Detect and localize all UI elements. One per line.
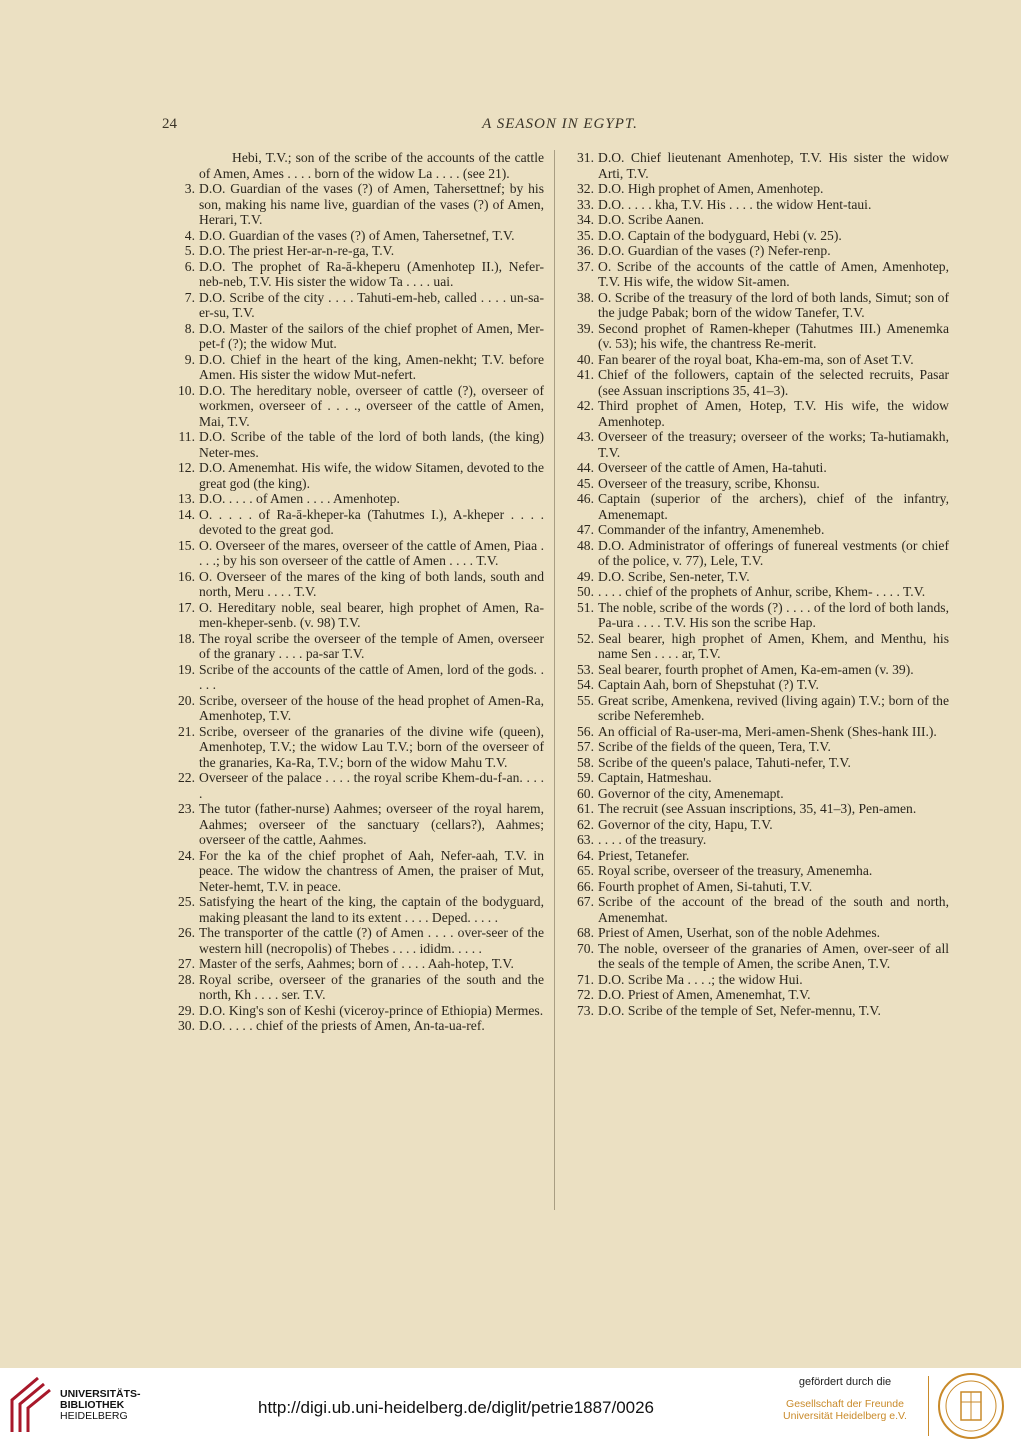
entry-text: D.O. Scribe of the table of the lord of both lands, (the king) Neter-mes. <box>199 429 544 460</box>
entry-text: Third prophet of Amen, Hotep, T.V. His wife, the widow Amenhotep. <box>598 398 949 429</box>
entry-text: Scribe of the queen's palace, Tahuti-nefer, T.V. <box>598 754 851 770</box>
entry-item <box>166 848 544 895</box>
entry-text: D.O. Guardian of the vases (?) Nefer-renp. <box>598 243 831 258</box>
entry-number: 53. <box>577 661 594 677</box>
entry-text: Seal bearer, high prophet of Amen, Khem, and Menthu, his name Sen . . . . ar, T.V. <box>598 630 949 661</box>
entry-text: D.O. High prophet of Amen, Amenhotep. <box>598 181 824 196</box>
library-name-line1: UNIVERSITÄTS- <box>60 1388 141 1400</box>
entry-number: 10. <box>178 382 195 398</box>
entry-text: Captain Aah, born of Shepstuhat (?) T.V. <box>598 677 819 692</box>
entry-number: 73. <box>577 1002 594 1018</box>
entry-item <box>166 290 544 321</box>
entry-number: 58. <box>577 754 594 770</box>
entry-number: 7. <box>184 289 195 305</box>
entry-text: Scribe of the fields of the queen, Tera, T.V. <box>598 739 831 754</box>
entry-number: 68. <box>577 925 594 940</box>
entry-number: 4. <box>184 227 195 243</box>
entry-text: D.O. . . . . chief of the priests of Amen, An-ta-ua-ref. <box>199 1018 485 1033</box>
entry-text: D.O. The hereditary noble, overseer of cattle (?), overseer of workmen, overseer of . . . ., overseer of the cattle of Amen, Mai, T.V. <box>199 382 544 429</box>
entry-number: 21. <box>178 723 195 739</box>
entry-text: Captain (superior of the archers), chief of the infantry, Amenemapt. <box>598 491 949 522</box>
entry-item <box>565 491 949 522</box>
entry-number: 60. <box>577 785 594 801</box>
footer-bar <box>0 1368 1021 1444</box>
entry-text: Scribe of the account of the bread of the south and north, Amenemhat. <box>598 894 949 925</box>
entry-item <box>166 352 544 383</box>
entry-text: Royal scribe, overseer of the granaries of the south and the north, Kh . . . . ser. T.V. <box>199 971 544 1002</box>
entry-text: D.O. The prophet of Ra-ā-kheperu (Amenhotep II.), Nefer-neb-neb, T.V. His sister the widow Ta . . . . uai. <box>199 258 544 289</box>
entry-text: D.O. Scribe, Sen-neter, T.V. <box>598 568 750 584</box>
entry-text: The royal scribe the overseer of the temple of Amen, overseer of the granary . . . . pa-sar T.V. <box>199 630 544 661</box>
entry-number: 49. <box>577 568 594 584</box>
entry-item <box>166 460 544 491</box>
entry-item <box>565 522 949 538</box>
entry-item <box>565 786 949 802</box>
entry-number: 33. <box>577 196 594 212</box>
entry-number: 16. <box>178 568 195 584</box>
entry-text: Great scribe, Amenkena, revived (living again) T.V.; born of the scribe Neferemheb. <box>598 692 949 723</box>
entry-number: 50. <box>577 584 594 599</box>
entry-item <box>565 693 949 724</box>
page-number: 24 <box>162 116 177 132</box>
entry-text: Master of the serfs, Aahmes; born of . . . . Aah-hotep, T.V. <box>199 956 514 971</box>
entry-number: 13. <box>178 491 195 506</box>
entry-item <box>565 1003 949 1019</box>
running-title: A SEASON IN EGYPT. <box>482 116 638 132</box>
entry-item <box>166 972 544 1003</box>
entry-number: 45. <box>577 475 594 491</box>
left-column <box>166 150 544 1034</box>
entry-text: For the ka of the chief prophet of Aah, Nefer-aah, T.V. in peace. The widow the chantress of Amen, the praiser of Mut, Neter-hemt, T.V. in peace. <box>199 847 544 894</box>
entry-text: D.O. Master of the sailors of the chief prophet of Amen, Mer-pet-f (?); the widow Mut. <box>199 320 544 351</box>
entry-text: The tutor (father-nurse) Aahmes; overseer of the royal harem, Aahmes; overseer of the sanctuary (cellars?), Aahmes; overseer of the cattle, Aahmes. <box>199 801 544 847</box>
entry-item <box>166 1018 544 1034</box>
entry-number: 23. <box>178 801 195 816</box>
entry-item <box>565 212 949 228</box>
entry-item <box>565 290 949 321</box>
entry-number: 36. <box>577 243 594 258</box>
entry-number: 19. <box>178 661 195 677</box>
library-name-line2: BIBLIOTHEK <box>60 1399 125 1411</box>
entry-number: 42. <box>577 398 594 413</box>
entry-text: D.O. Guardian of the vases (?) of Amen, Tahersetnef, T.V. <box>199 227 515 243</box>
entry-text: D.O. Scribe of the temple of Set, Nefer-mennu, T.V. <box>598 1002 881 1018</box>
entry-item <box>166 770 544 801</box>
entry-text: Overseer of the treasury, scribe, Khonsu. <box>598 475 820 491</box>
entry-number: 72. <box>577 987 594 1002</box>
entry-number: 14. <box>178 506 195 522</box>
entry-number: 44. <box>577 460 594 475</box>
entry-item <box>565 398 949 429</box>
entry-number: 28. <box>178 971 195 987</box>
entry-text: Overseer of the palace . . . . the royal scribe Khem-du-f-an. . . . . <box>199 770 544 801</box>
entry-item <box>166 259 544 290</box>
entry-item <box>565 677 949 693</box>
entry-item <box>565 243 949 259</box>
entry-number: 57. <box>577 739 594 754</box>
entry-item <box>565 352 949 368</box>
entry-item <box>565 817 949 833</box>
library-name <box>60 1389 141 1422</box>
entry-number: 59. <box>577 770 594 785</box>
entry-item <box>166 662 544 693</box>
entry-item <box>565 569 949 585</box>
entry-item <box>565 476 949 492</box>
entry-item <box>166 569 544 600</box>
entry-item <box>166 507 544 538</box>
entry-number: 20. <box>178 692 195 708</box>
entry-item <box>166 538 544 569</box>
university-seal-icon <box>937 1372 1005 1440</box>
right-column <box>565 150 949 1018</box>
entry-text: Priest, Tetanefer. <box>598 847 690 863</box>
entry-item <box>565 584 949 600</box>
sponsor-name-line2: Universität Heidelberg e.V. <box>783 1410 907 1422</box>
column-divider <box>554 150 555 1210</box>
entry-item <box>565 367 949 398</box>
sponsor-name-line1: Gesellschaft der Freunde <box>786 1398 904 1410</box>
entry-item <box>565 832 949 848</box>
entry-item <box>166 181 544 228</box>
entry-number: 66. <box>577 878 594 894</box>
entry-item <box>166 894 544 925</box>
entry-number: 29. <box>178 1002 195 1018</box>
entry-text: Commander of the infantry, Amenemheb. <box>598 522 825 537</box>
entry-number: 61. <box>577 801 594 816</box>
entry-text: An official of Ra-user-ma, Meri-amen-Shenk (Shes-hank III.). <box>598 723 937 739</box>
entry-text: The transporter of the cattle (?) of Amen . . . . over-seer of the western hill (necropolis) of Thebes . . . . ididm. . . . . <box>199 925 544 956</box>
entry-item <box>565 197 949 213</box>
entry-number: 67. <box>577 894 594 909</box>
entry-text: Priest of Amen, Userhat, son of the noble Adehmes. <box>598 925 881 940</box>
entry-item <box>565 228 949 244</box>
entry-number: 47. <box>577 522 594 537</box>
entry-text: O. Overseer of the mares, overseer of the cattle of Amen, Piaa . . . .; by his son overseer of the cattle of Amen . . . . T.V. <box>199 537 544 568</box>
entry-number: 15. <box>178 537 195 553</box>
entry-item <box>565 894 949 925</box>
entry-number: 63. <box>577 832 594 847</box>
entry-number: 9. <box>184 351 195 367</box>
entry-item <box>166 429 544 460</box>
entry-text: D.O. Guardian of the vases (?) of Amen, Tahersettnef; by his son, making his name live, guardian of the vases (?) of Amen, Herari, T.V. <box>199 181 544 227</box>
entry-item <box>166 925 544 956</box>
sponsor-caption: gefördert durch die <box>798 1376 892 1388</box>
entry-item <box>565 739 949 755</box>
sponsor-block <box>772 1376 918 1422</box>
entry-text: The noble, overseer of the granaries of Amen, over-seer of all the seals of the temple of Amen, the scribe Anen, T.V. <box>598 940 949 971</box>
entry-text: D.O. Captain of the bodyguard, Hebi (v. 25). <box>598 227 842 243</box>
entry-text: D.O. Scribe Ma . . . .; the widow Hui. <box>598 971 803 987</box>
entry-item <box>565 150 949 181</box>
entry-number: 71. <box>577 971 594 987</box>
entry-item <box>565 879 949 895</box>
entry-text: The noble, scribe of the words (?) . . . . of the lord of both lands, Pa-ura . . . . T.V. His son the scribe Hap. <box>598 599 949 630</box>
entry-text: Royal scribe, overseer of the treasury, Amenemha. <box>598 863 873 878</box>
entry-number: 70. <box>577 940 594 956</box>
entry-text: D.O. The priest Her-ar-n-re-ga, T.V. <box>199 243 395 258</box>
entry-item <box>166 724 544 771</box>
entry-number: 65. <box>577 863 594 878</box>
entry-text: Second prophet of Ramen-kheper (Tahutmes III.) Amenemka (v. 53); his wife, the chantress Re-merit. <box>598 320 949 351</box>
entry-number: 12. <box>178 460 195 475</box>
entry-number: 25. <box>178 894 195 909</box>
entry-number: 55. <box>577 692 594 708</box>
entry-number: 37. <box>577 258 594 274</box>
entry-text: D.O. . . . . of Amen . . . . Amenhotep. <box>199 491 400 506</box>
entry-number: 24. <box>178 847 195 863</box>
entry-text: D.O. Amenemhat. His wife, the widow Sitamen, devoted to the great god (the king). <box>199 460 544 491</box>
entry-item <box>565 631 949 662</box>
entry-number: 56. <box>577 723 594 739</box>
entry-number: 5. <box>184 243 195 258</box>
entry-text: Scribe, overseer of the granaries of the divine wife (queen), Amenhotep, T.V.; the widow Lau T.V.; born of the overseer of the granaries, Ka-Ra, T.V.; born of the widow Mahu T.V. <box>199 723 544 770</box>
entry-number: 30. <box>178 1018 195 1033</box>
sponsor-divider <box>928 1376 929 1436</box>
entry-number: 6. <box>184 258 195 274</box>
entry-item <box>166 956 544 972</box>
entry-number: 64. <box>577 847 594 863</box>
entry-text: Captain, Hatmeshau. <box>598 770 712 785</box>
sponsor-name <box>772 1398 918 1422</box>
entry-text: O. Scribe of the treasury of the lord of both lands, Simut; son of the judge Pabak; born of the widow Tanefer, T.V. <box>598 289 949 320</box>
entry-text: . . . . of the treasury. <box>598 832 707 847</box>
entry-text: Chief of the followers, captain of the selected recruits, Pasar (see Assuan inscriptions 35, 41–3). <box>598 367 949 398</box>
entry-item <box>565 460 949 476</box>
entry-number: 17. <box>178 599 195 615</box>
entry-number: 48. <box>577 537 594 553</box>
entry-number: 3. <box>184 181 195 196</box>
entry-item <box>166 491 544 507</box>
entry-item <box>565 321 949 352</box>
entry-text: O. Scribe of the accounts of the cattle of Amen, Amenhotep, T.V. His wife, the widow Sit-amen. <box>598 258 949 289</box>
entry-number: 52. <box>577 630 594 646</box>
entry-item <box>565 724 949 740</box>
entry-number: 39. <box>577 320 594 336</box>
entry-item <box>166 631 544 662</box>
entry-number: 38. <box>577 289 594 305</box>
entry-text: Satisfying the heart of the king, the captain of the bodyguard, making pleasant the land to its extent . . . . Deped. . . . . <box>199 894 544 925</box>
entry-item <box>565 941 949 972</box>
entry-text: O. . . . . of Ra-ā-kheper-ka (Tahutmes I.), A-kheper . . . . devoted to the great god. <box>199 506 544 537</box>
entry-item <box>166 228 544 244</box>
entry-item <box>565 429 949 460</box>
entry-item <box>166 600 544 631</box>
entry-item <box>166 1003 544 1019</box>
entry-text: D.O. Chief in the heart of the king, Amen-nekht; T.V. before Amen. His sister the widow Mut-nefert. <box>199 351 544 382</box>
entry-number: 40. <box>577 351 594 367</box>
entry-number: 35. <box>577 227 594 243</box>
entry-number: 41. <box>577 367 594 382</box>
entry-item <box>166 150 544 181</box>
entry-item <box>166 693 544 724</box>
entry-item <box>565 662 949 678</box>
entry-item <box>166 801 544 848</box>
entry-item <box>565 755 949 771</box>
entry-item <box>565 863 949 879</box>
entry-text: D.O. Administrator of offerings of funereal vestments (or chief of the police, v. 77), Lele, T.V. <box>598 537 949 568</box>
library-logo-icon <box>8 1374 54 1436</box>
entry-number: 27. <box>178 956 195 971</box>
entry-text: D.O. Scribe Aanen. <box>598 212 705 227</box>
entry-number: 54. <box>577 677 594 692</box>
entry-text: O. Hereditary noble, seal bearer, high prophet of Amen, Ra-men-kheper-senb. (v. 98) T.V. <box>199 599 544 630</box>
entry-number: 43. <box>577 429 594 444</box>
entry-item <box>565 848 949 864</box>
entry-item <box>565 801 949 817</box>
library-name-line3: HEIDELBERG <box>60 1410 128 1422</box>
entry-item <box>565 538 949 569</box>
entry-text: . . . . chief of the prophets of Anhur, scribe, Khem- . . . . T.V. <box>598 584 926 599</box>
entry-item <box>565 600 949 631</box>
entry-text: Seal bearer, fourth prophet of Amen, Ka-em-amen (v. 39). <box>598 661 914 677</box>
entry-text: Fourth prophet of Amen, Si-tahuti, T.V. <box>598 878 813 894</box>
entry-text: Governor of the city, Amenemapt. <box>598 785 784 801</box>
entry-item <box>565 987 949 1003</box>
entry-item <box>565 259 949 290</box>
entry-item <box>166 321 544 352</box>
entry-text: Scribe, overseer of the house of the head prophet of Amen-Ra, Amenhotep, T.V. <box>199 692 544 723</box>
entry-text: D.O. King's son of Keshi (viceroy-prince of Ethiopia) Mermes. <box>199 1002 544 1018</box>
entry-text: Overseer of the cattle of Amen, Ha-tahuti. <box>598 460 827 475</box>
entry-number: 22. <box>178 770 195 785</box>
entry-number: 31. <box>577 150 594 165</box>
entry-item <box>166 243 544 259</box>
entry-number: 26. <box>178 925 195 940</box>
entry-text: Scribe of the accounts of the cattle of Amen, lord of the gods. . . . . <box>199 661 544 692</box>
entry-item <box>565 925 949 941</box>
entry-number: 32. <box>577 181 594 196</box>
entry-number: 11. <box>178 429 195 444</box>
entry-text: D.O. . . . . kha, T.V. His . . . . the widow Hent-taui. <box>598 196 872 212</box>
entry-text: D.O. Chief lieutenant Amenhotep, T.V. His sister the widow Arti, T.V. <box>598 150 949 181</box>
entry-text: O. Overseer of the mares of the king of both lands, south and north, Meru . . . . T.V. <box>199 568 544 599</box>
entry-item <box>565 181 949 197</box>
entry-text: D.O. Scribe of the city . . . . Tahuti-em-heb, called . . . . un-sa-er-su, T.V. <box>199 289 544 320</box>
entry-text: Overseer of the treasury; overseer of the works; Ta-hutiamakh, T.V. <box>598 429 949 460</box>
entry-number: 8. <box>184 320 195 336</box>
entry-item <box>565 770 949 786</box>
entry-text: Hebi, T.V.; son of the scribe of the accounts of the cattle of Amen, Ames . . . . born of the widow La . . . . (see 21). <box>199 150 544 181</box>
entry-text: D.O. Priest of Amen, Amenemhat, T.V. <box>598 987 811 1002</box>
entry-item <box>166 383 544 430</box>
entry-number: 51. <box>577 599 594 615</box>
entry-text: Fan bearer of the royal boat, Kha-em-ma, son of Aset T.V. <box>598 351 914 367</box>
entry-number: 46. <box>577 491 594 506</box>
entry-text: Governor of the city, Hapu, T.V. <box>598 816 773 832</box>
entry-text: The recruit (see Assuan inscriptions, 35, 41–3), Pen-amen. <box>598 801 917 816</box>
page-header <box>160 116 960 136</box>
source-url-link[interactable]: http://digi.ub.uni-heidelberg.de/diglit/petrie1887/0026 <box>258 1398 655 1417</box>
entry-number: 18. <box>178 630 195 646</box>
entry-number: 34. <box>577 212 594 227</box>
entry-item <box>565 972 949 988</box>
entry-number: 62. <box>577 816 594 832</box>
